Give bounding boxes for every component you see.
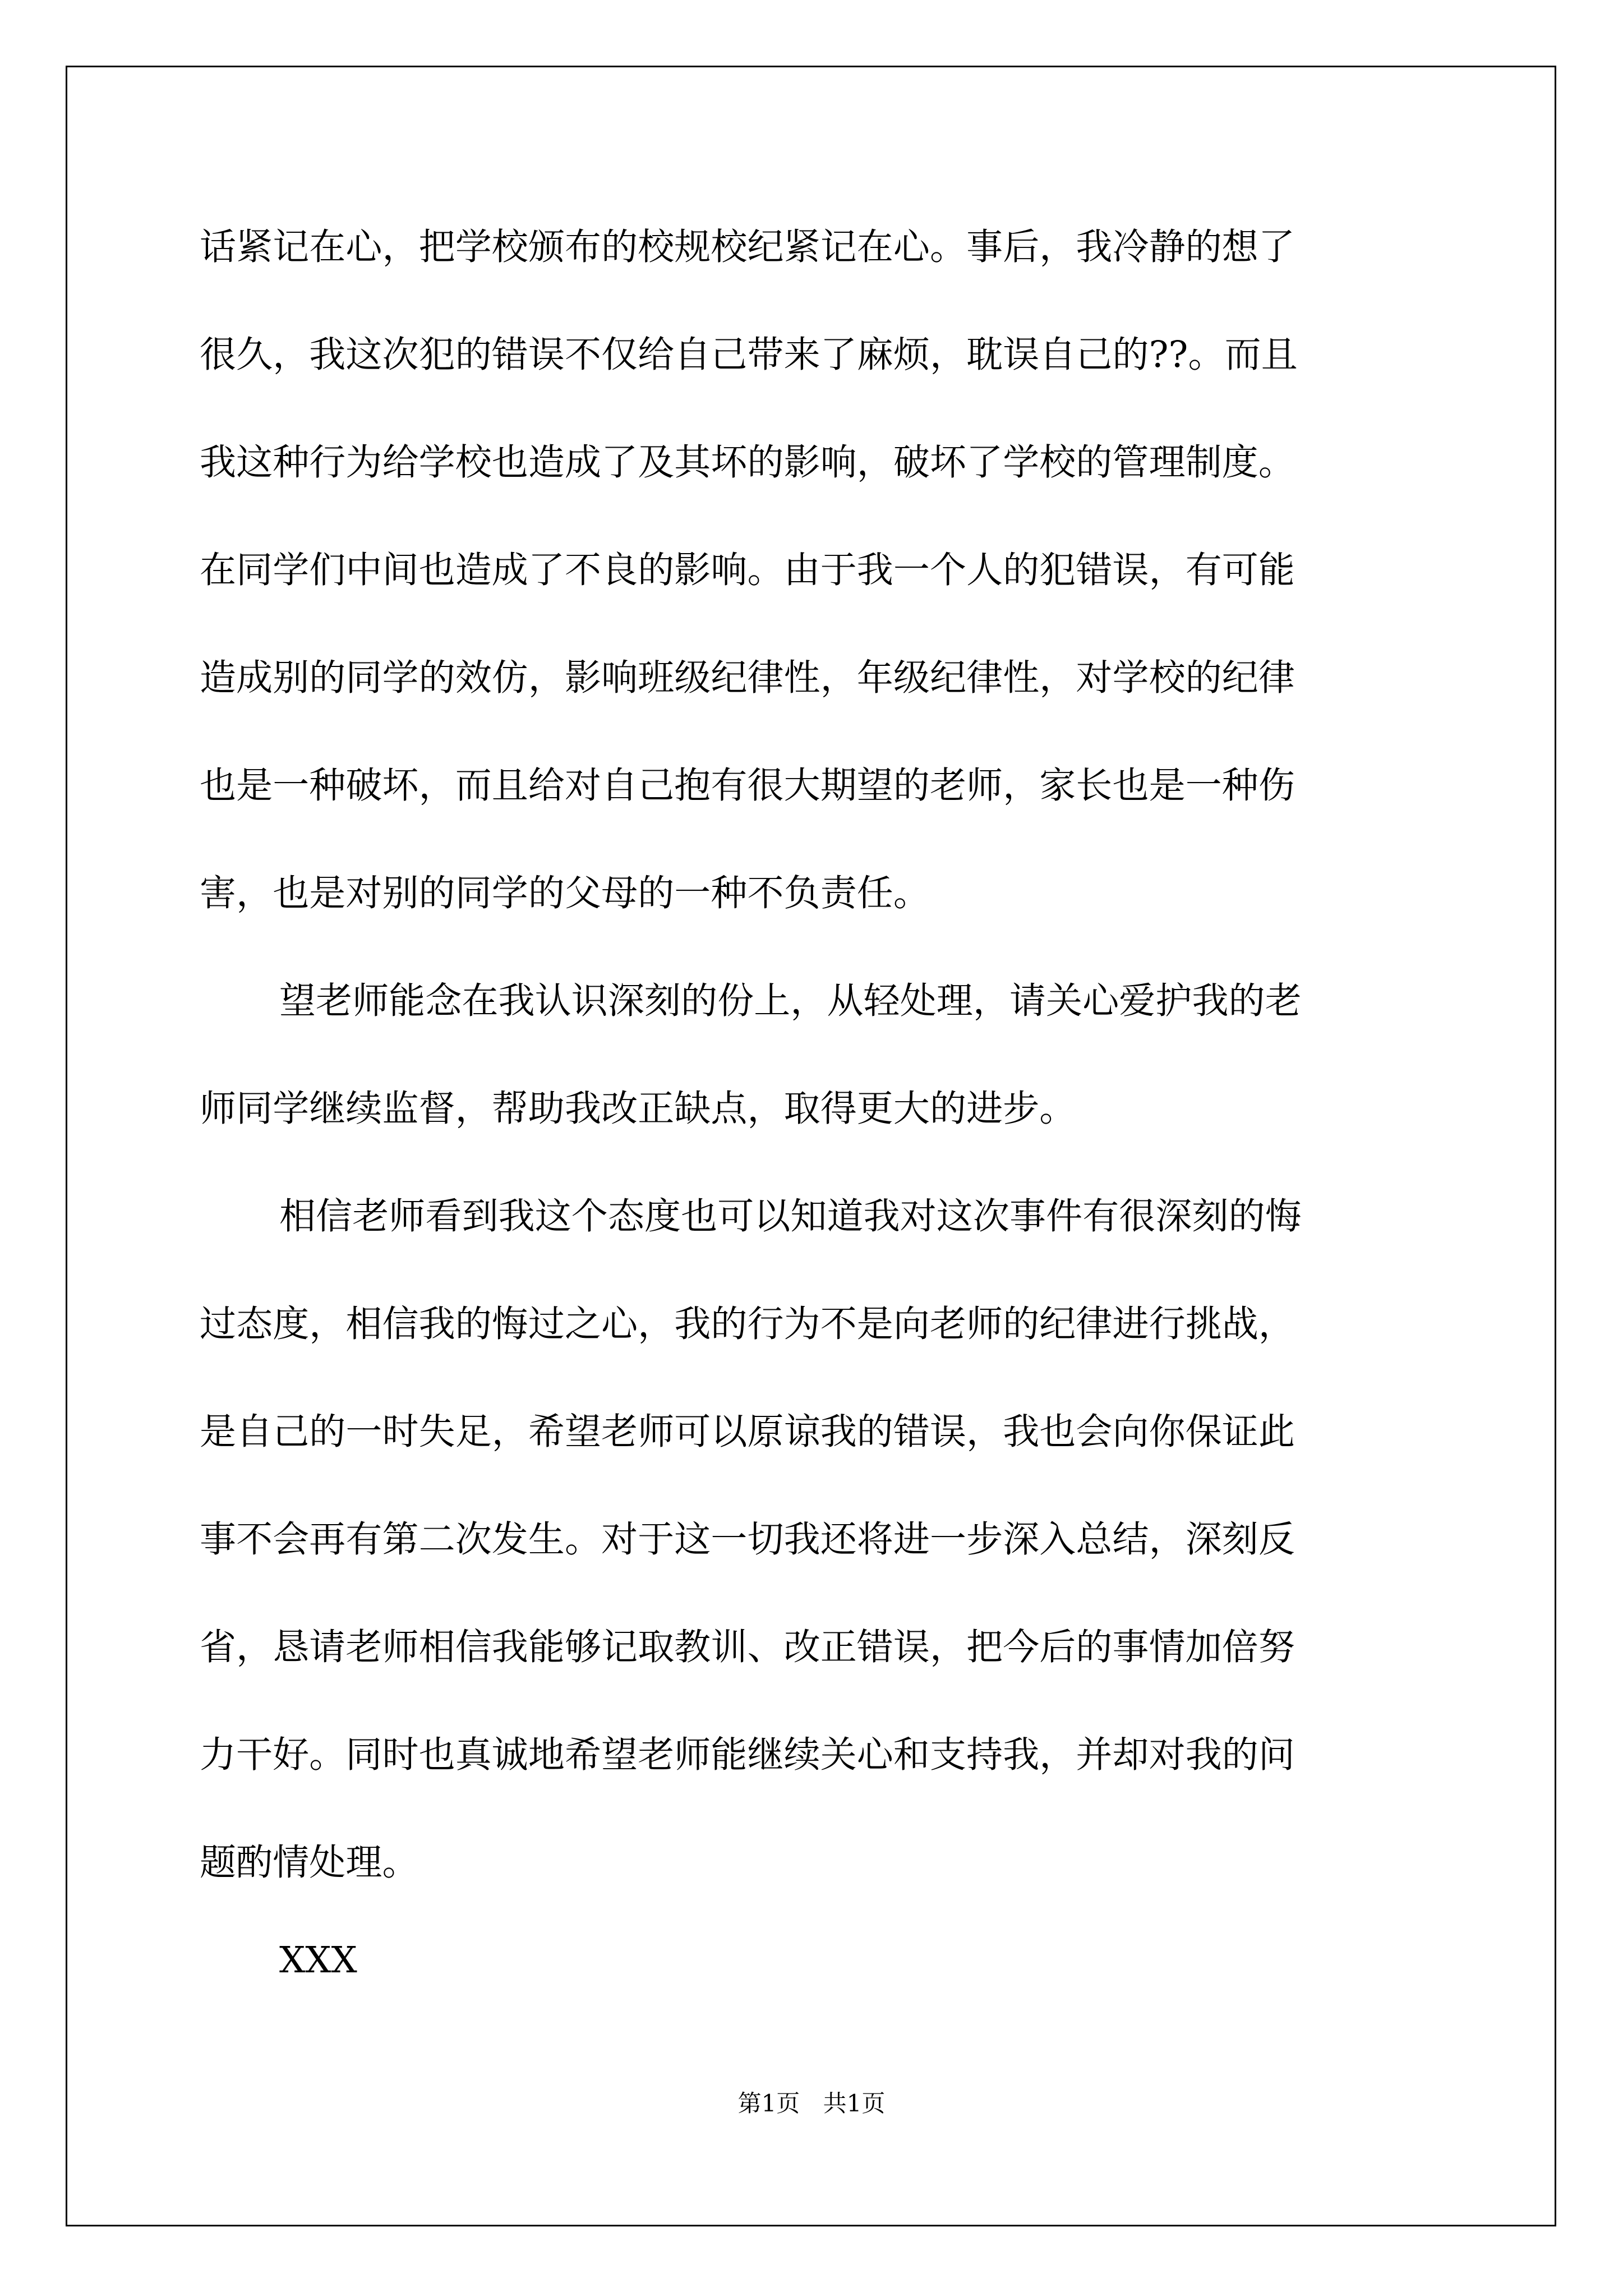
page-footer xyxy=(0,2087,1623,2120)
text-line: 事不会再有第二次发生。对于这一切我还将进一步深入总结，深刻反 xyxy=(200,1519,1295,1561)
text-line: 是自己的一时失足，希望老师可以原谅我的错误，我也会向你保证此 xyxy=(200,1411,1295,1453)
text-line: 题酌情处理。 xyxy=(200,1842,419,1884)
text-line: 我这种行为给学校也造成了及其坏的影响，破坏了学校的管理制度。 xyxy=(200,441,1295,484)
text-line: 望老师能念在我认识深刻的份上，从轻处理，请关心爱护我的老 xyxy=(279,980,1302,1022)
text-line: 省，恳请老师相信我能够记取教训、改正错误，把今后的事情加倍努 xyxy=(200,1626,1295,1668)
text-line: 在同学们中间也造成了不良的影响。由于我一个人的犯错误，有可能 xyxy=(200,549,1295,591)
text-line: 力干好。同时也真诚地希望老师能继续关心和支持我，并却对我的问 xyxy=(200,1734,1295,1776)
text-line: 过态度，相信我的悔过之心，我的行为不是向老师的纪律进行挑战， xyxy=(200,1303,1295,1345)
text-line: 师同学继续监督，帮助我改正缺点，取得更大的进步。 xyxy=(200,1088,1076,1130)
text-line: 也是一种破坏，而且给对自己抱有很大期望的老师，家长也是一种伤 xyxy=(200,765,1295,807)
text-line: 话紧记在心，把学校颁布的校规校纪紧记在心。事后，我冷静的想了 xyxy=(200,226,1295,268)
signature: XXX xyxy=(279,1939,357,1981)
text-line: 很久，我这次犯的错误不仅给自己带来了麻烦，耽误自己的??。而且 xyxy=(200,334,1298,376)
page-total: 共1页 xyxy=(823,2090,886,2117)
text-line: 造成别的同学的效仿，影响班级纪律性，年级纪律性，对学校的纪律 xyxy=(200,657,1295,699)
page-number: 第1页 xyxy=(737,2090,800,2117)
text-line: 害，也是对别的同学的父母的一种不负责任。 xyxy=(200,872,930,914)
text-line: 相信老师看到我这个态度也可以知道我对这次事件有很深刻的悔 xyxy=(279,1195,1302,1237)
body-text xyxy=(200,194,1433,1917)
